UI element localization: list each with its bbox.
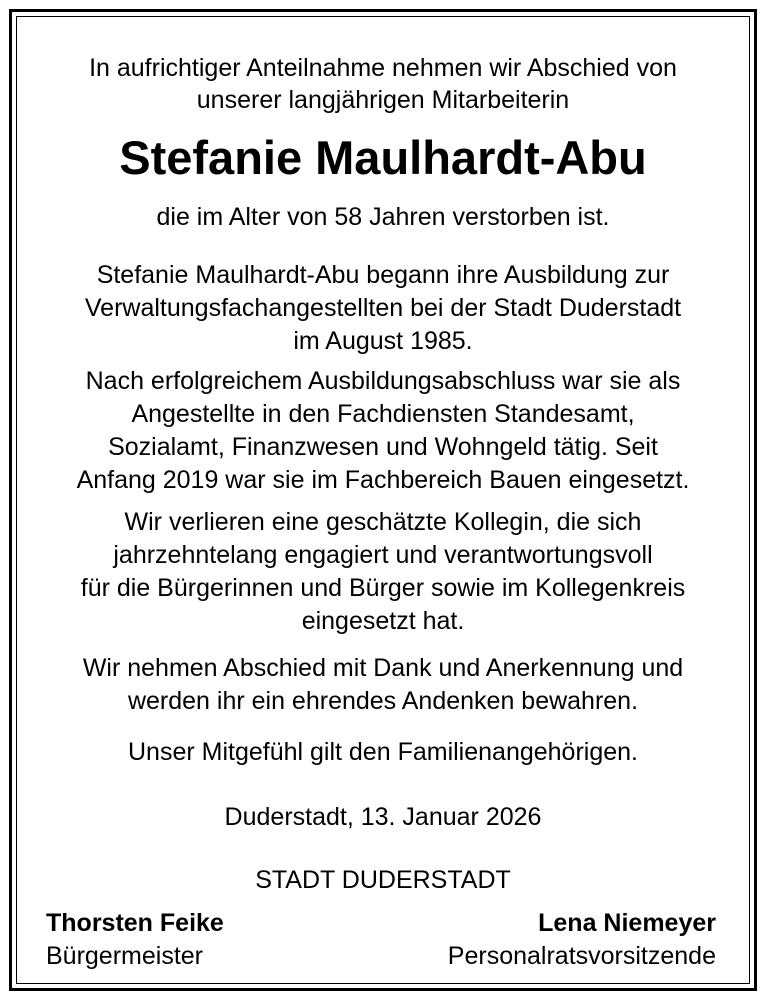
- paragraph-line: Unser Mitgefühl gilt den Familienangehörigen.: [127, 738, 638, 766]
- notice-content: [26, 0, 740, 1000]
- signatory-left-title: Bürgermeister: [46, 942, 203, 970]
- deceased-name: Stefanie Maulhardt-Abu: [119, 131, 647, 184]
- paragraph-line: Anfang 2019 war sie im Fachbereich Bauen eingesetzt.: [76, 466, 690, 494]
- signatory-right-title: Personalratsvorsitzende: [447, 942, 716, 970]
- paragraph-line: Verwaltungsfachangestellten bei der Stadt Duderstadt: [84, 294, 682, 322]
- age-line: die im Alter von 58 Jahren verstorben ist.: [156, 203, 610, 231]
- paragraph-line: Nach erfolgreichem Ausbildungsabschluss war sie als: [85, 367, 681, 395]
- signatory-right-name: Lena Niemeyer: [538, 909, 716, 937]
- place-date: Duderstadt, 13. Januar 2026: [224, 803, 542, 831]
- paragraph-line: für die Bürgerinnen und Bürger sowie im Kollegenkreis: [80, 574, 686, 602]
- paragraph-line: jahrzehntelang engagiert und verantwortungsvoll: [113, 541, 653, 569]
- organization-name: STADT DUDERSTADT: [255, 866, 511, 894]
- intro-line: unserer langjährigen Mitarbeiterin: [196, 86, 570, 114]
- paragraph-line: Wir verlieren eine geschätzte Kollegin, die sich: [124, 508, 642, 536]
- signatory-left-name: Thorsten Feike: [46, 909, 224, 937]
- paragraph-line: Sozialamt, Finanzwesen und Wohngeld tätig. Seit: [108, 433, 658, 461]
- paragraph-line: werden ihr ein ehrendes Andenken bewahren.: [127, 687, 639, 715]
- paragraph-line: Stefanie Maulhardt-Abu begann ihre Ausbildung zur: [96, 261, 670, 289]
- paragraph-line: Wir nehmen Abschied mit Dank und Anerkennung und: [82, 654, 684, 682]
- intro-line: In aufrichtiger Anteilnahme nehmen wir Abschied von: [89, 54, 677, 82]
- paragraph-line: eingesetzt hat.: [301, 607, 465, 635]
- paragraph-line: im August 1985.: [293, 327, 473, 355]
- paragraph-line: Angestellte in den Fachdiensten Standesamt,: [131, 400, 635, 428]
